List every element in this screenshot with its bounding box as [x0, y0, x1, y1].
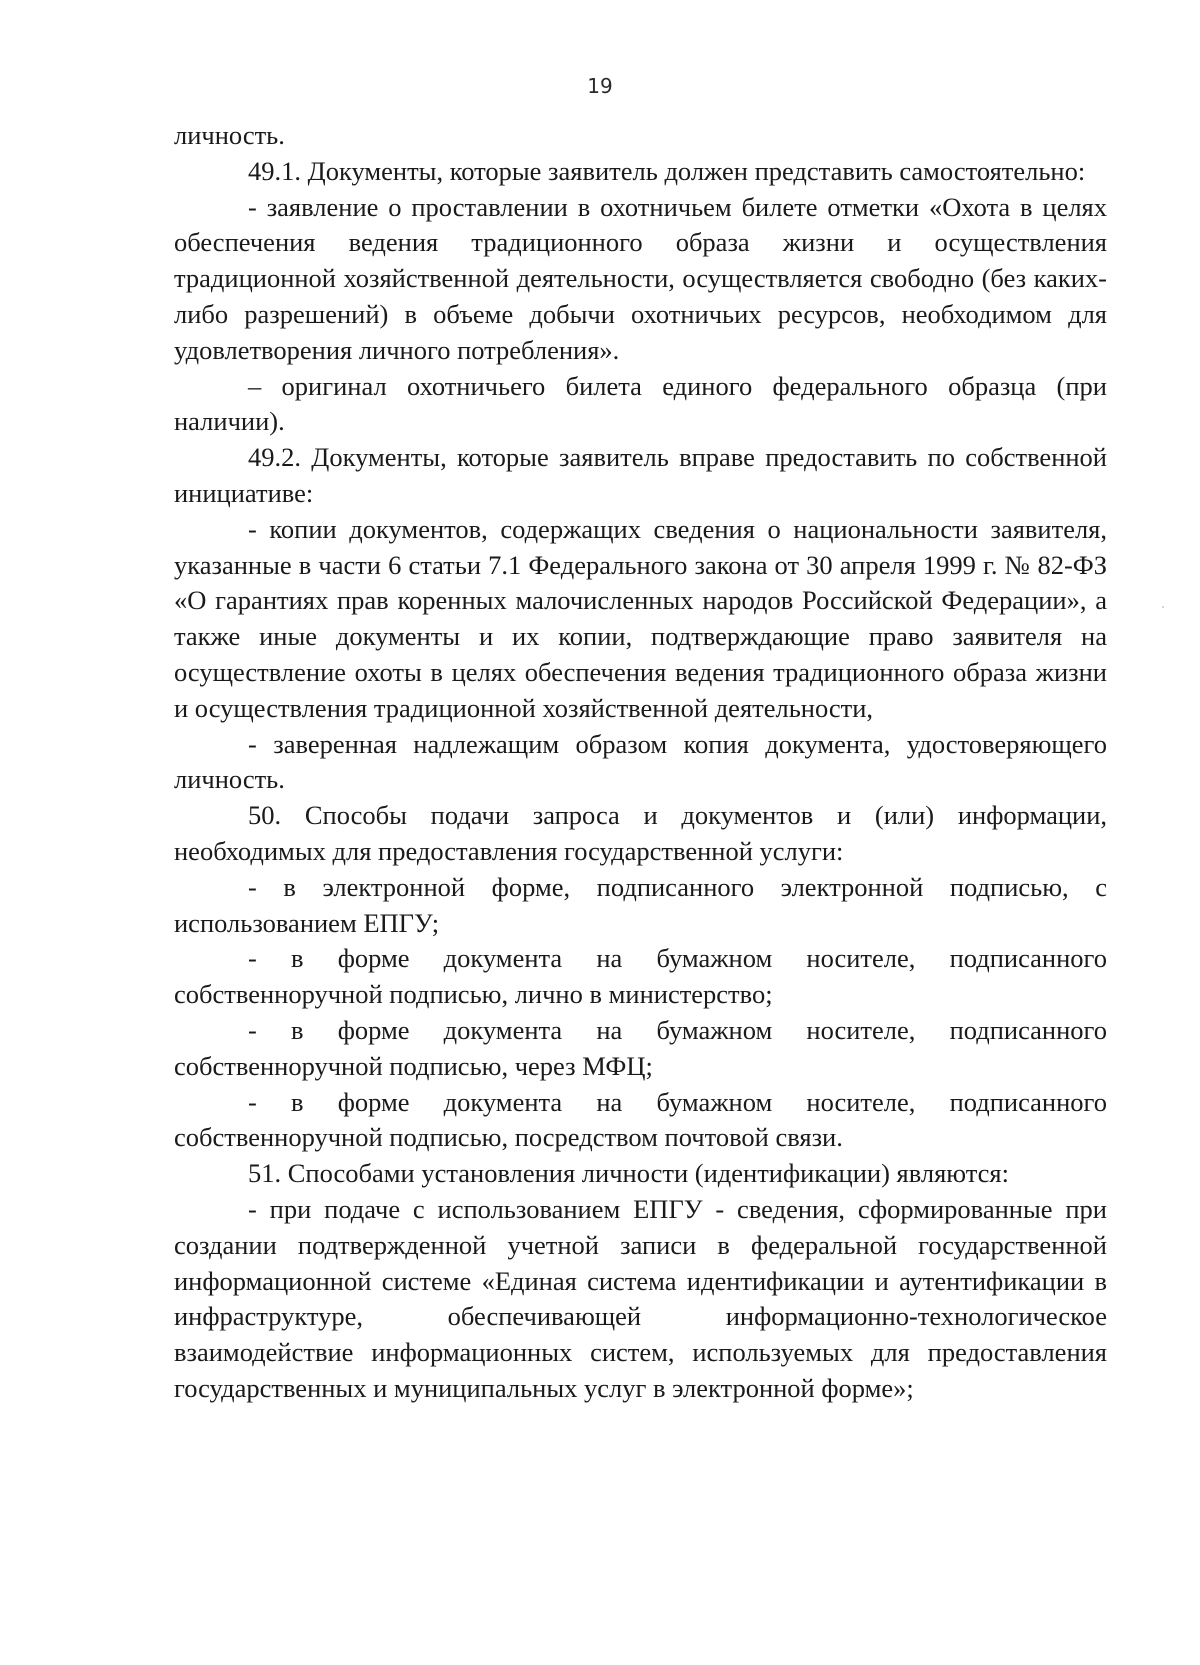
list-item-epgu-identification: - при подаче с использованием ЕПГУ - сведения, сформированные при создании подтвержденной учетной записи в федеральной государственной информационной системе «Единая система идентификации и аутентификации в инфраструктуре, обеспечивающей информационно-технологическое взаимодействие информационных систем, используемых для предоставления государственных и муниципальных услуг в электронной форме»;	[174, 1193, 1107, 1403]
paragraph-continuation: личность.	[174, 120, 285, 150]
paragraph-51: 51. Способами установления личности (идентификации) являются:	[248, 1158, 1009, 1189]
paragraph-50: 50. Способы подачи запроса и документов и (или) информации, необходимых для предоставления государственной услуги:	[174, 800, 1107, 866]
document-body	[174, 118, 1107, 1407]
list-item-application: - заявление о проставлении в охотничьем билете отметки «Охота в целях обеспечения ведения традиционного образа жизни и осуществления традиционной хозяйственной деятельности, осуществляется свободно (без каких-либо разрешений) в объеме добычи охотничьих ресурсов, необходимом для удовлетворения личного потребления».	[174, 191, 1107, 365]
list-item-identity-copy: - заверенная надлежащим образом копия документа, удостоверяющего личность.	[174, 728, 1107, 795]
list-item-paper-mfc: - в форме документа на бумажном носителе, подписанного собственноручной подписью, через МФЦ;	[174, 1014, 1107, 1081]
list-item-nationality-documents: - копии документов, содержащих сведения о национальности заявителя, указанные в части 6 статьи 7.1 Федерального закона от 30 апреля 1999 г. № 82-ФЗ «О гарантиях прав коренных малочисленных народов Российской Федерации», а также иные документы и их копии, подтверждающие право заявителя на осуществление охоты в целях обеспечения ведения традиционного образа жизни и осуществления традиционной хозяйственной деятельности,	[174, 513, 1107, 723]
paragraph-49-1: 49.1. Документы, которые заявитель должен представить самостоятельно:	[248, 155, 1086, 186]
list-item-paper-in-person: - в форме документа на бумажном носителе, подписанного собственноручной подписью, лично в министерство;	[174, 943, 1107, 1010]
list-item-hunting-ticket: – оригинал охотничьего билета единого федерального образца (при наличии).	[174, 370, 1107, 437]
list-item-paper-post: - в форме документа на бумажном носителе, подписанного собственноручной подписью, посредством почтовой связи.	[174, 1086, 1107, 1153]
list-item-electronic-form: - в электронной форме, подписанного электронной подписью, с использованием ЕПГУ;	[174, 871, 1107, 938]
scan-speck	[1162, 606, 1164, 608]
page-number: 19	[587, 74, 613, 98]
paragraph-49-2: 49.2. Документы, которые заявитель вправе предоставить по собственной инициативе:	[174, 442, 1107, 508]
